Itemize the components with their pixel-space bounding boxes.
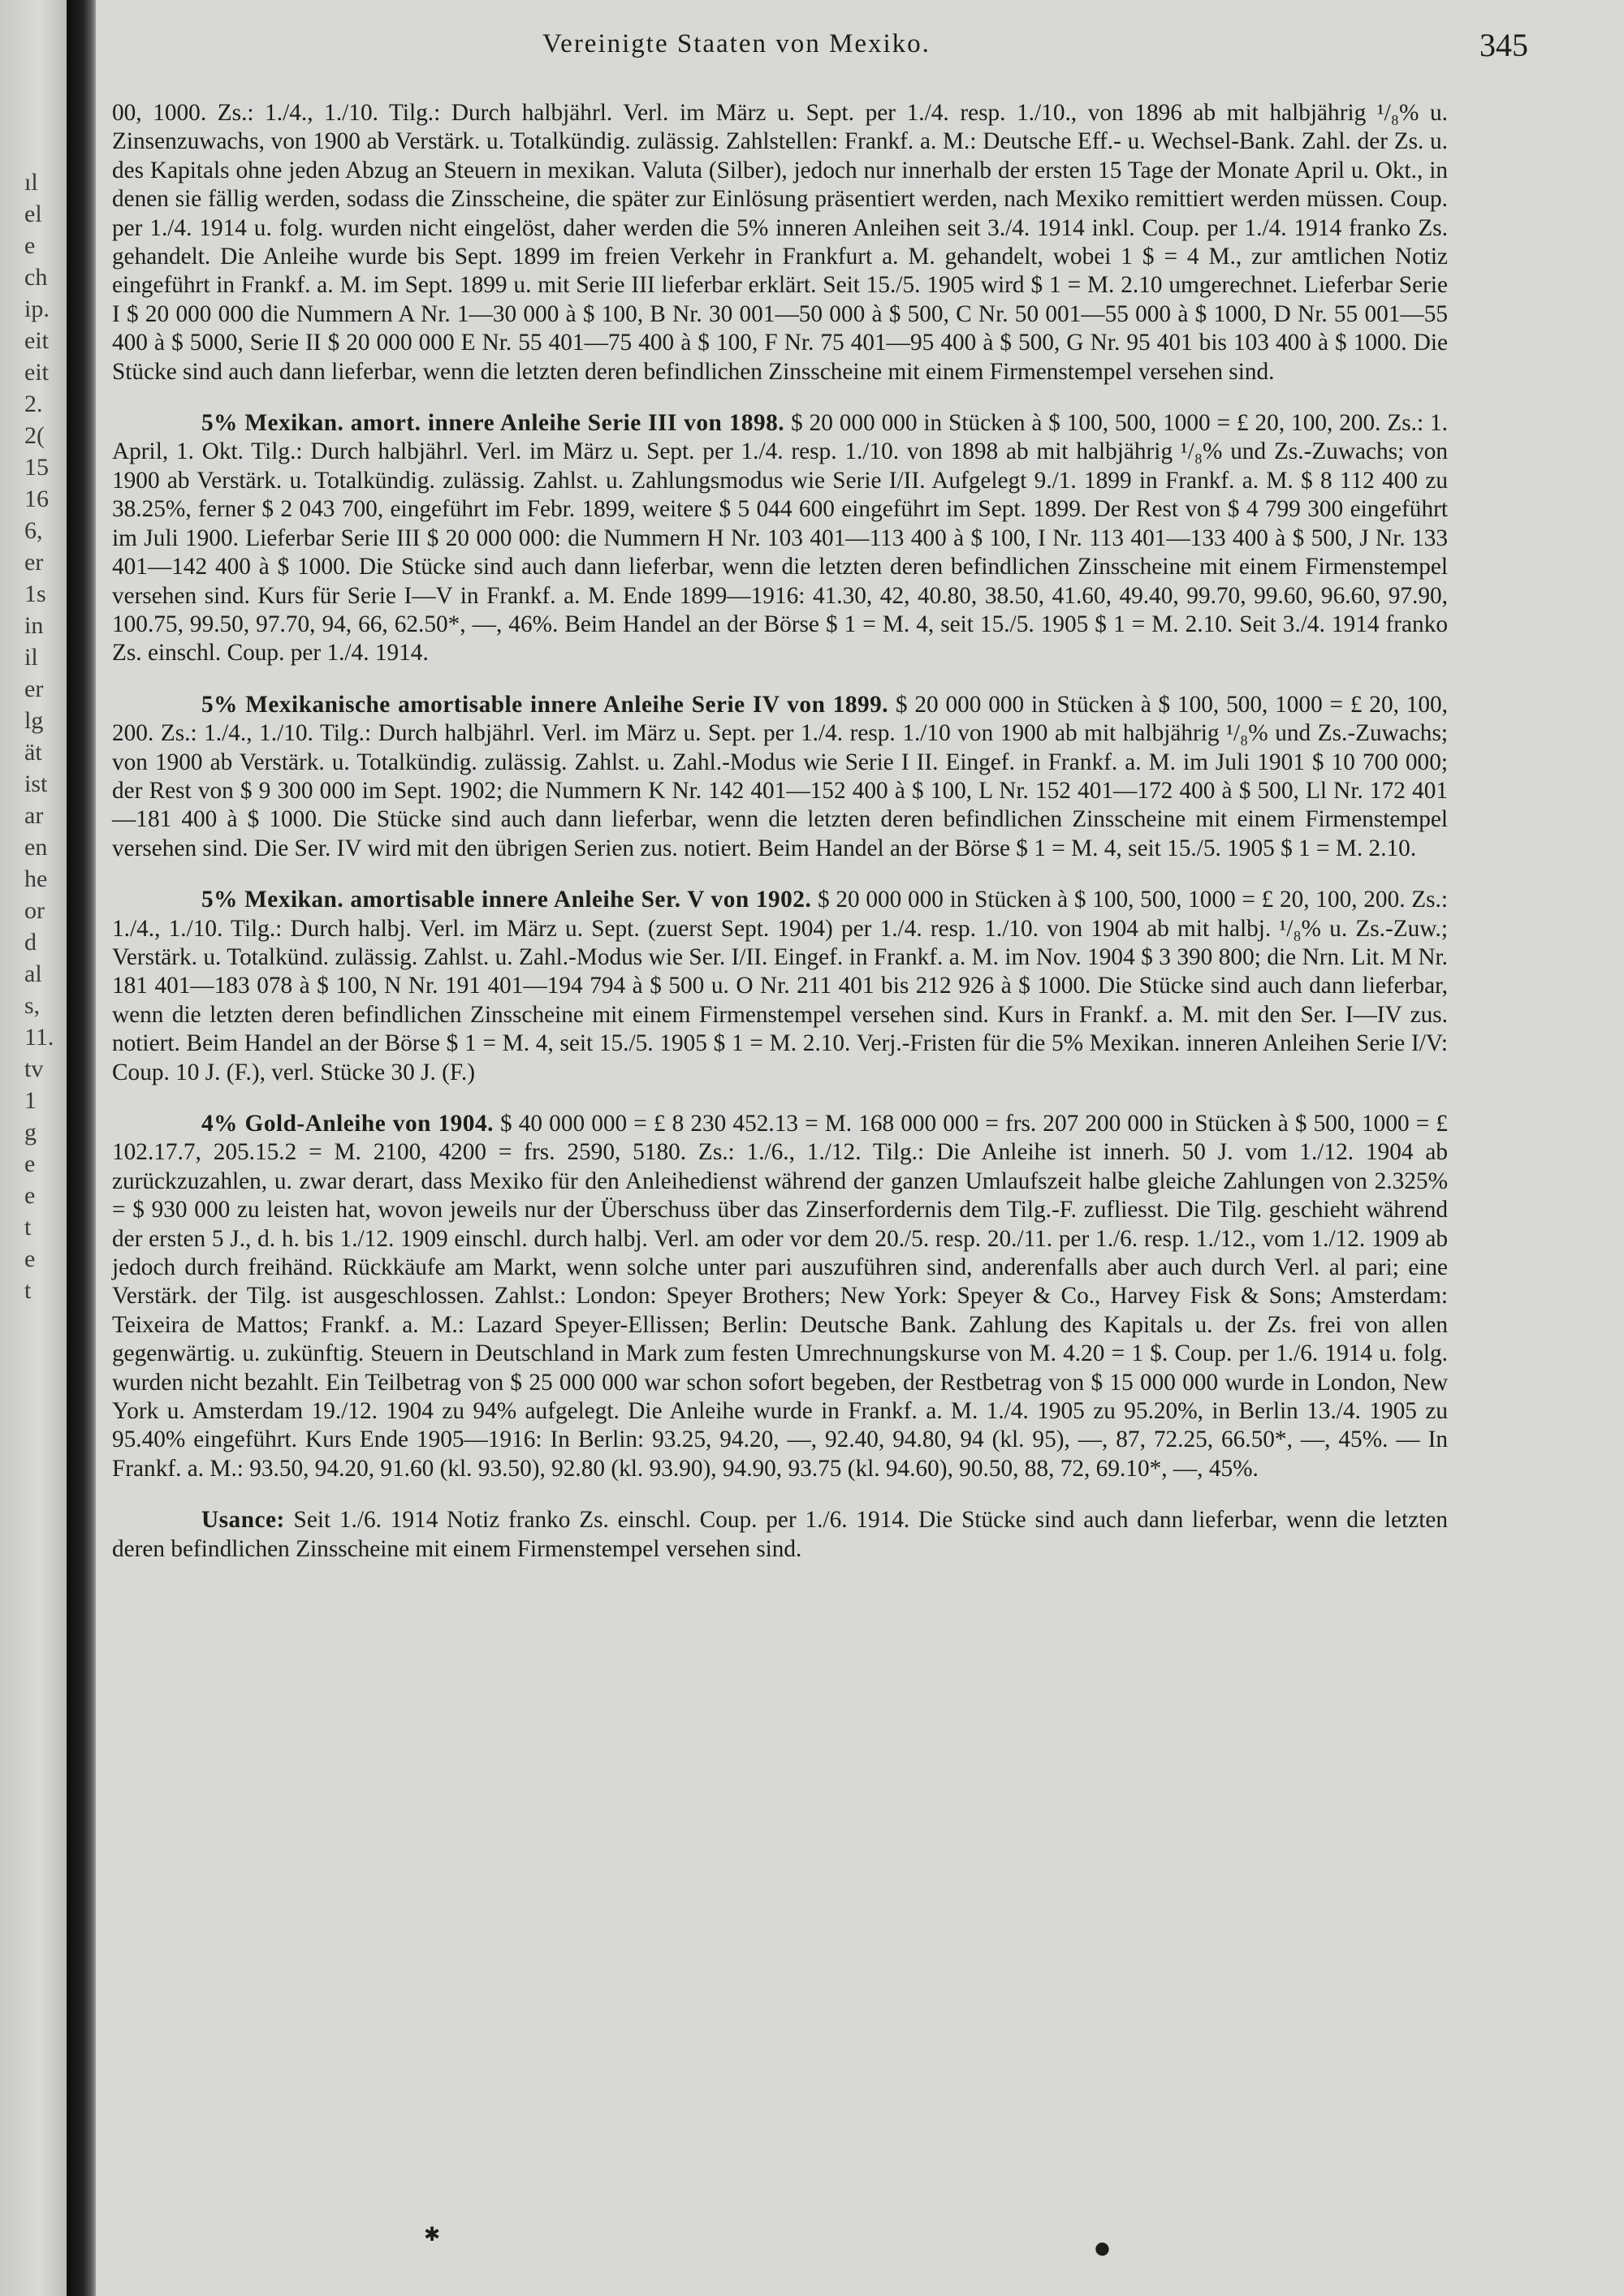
previous-page-fragment: ip. <box>24 296 50 322</box>
previous-page-fragment: e <box>24 232 36 259</box>
previous-page-fragment: d <box>24 929 37 956</box>
print-speck-mark: ✱ <box>424 2225 441 2246</box>
entry-heading: 5% Mexikanische amortisable innere Anleihe Serie IV von 1899. <box>201 691 889 718</box>
previous-page-fragment: ist <box>24 770 48 797</box>
page-header <box>96 29 1624 70</box>
previous-page-fragment: ar <box>24 802 44 829</box>
previous-page-fragment: 16 <box>24 486 49 512</box>
previous-page-fragment: il <box>24 644 38 671</box>
ink-blot-mark: ● <box>1093 2231 1112 2265</box>
previous-page-fragment: in <box>24 612 44 639</box>
previous-page-fragment: or <box>24 897 45 924</box>
entry-serie-iii <box>112 409 1448 668</box>
previous-page-fragment: eit <box>24 327 49 354</box>
entry-serie-iv <box>112 691 1448 863</box>
previous-page-fragment: ıl <box>24 169 38 196</box>
previous-page-fragment: 6, <box>24 517 43 544</box>
previous-page-fragment: 1s <box>24 580 46 607</box>
previous-page-fragment: e <box>24 1150 36 1177</box>
entry-heading: 4% Gold-Anleihe von 1904. <box>201 1111 494 1137</box>
previous-page-fragment: 15 <box>24 454 49 481</box>
entry-text: $ 20 000 000 in Stücken à $ 100, 500, 1000 = £ 20, 100, 200. Zs.: 1./4., 1./10. Tilg.: Durch halbj. Verl. im März u. Sept. (zuerst Sept. 1904) per 1./4. resp. 1./10. von 1904 ab mit halbj. ¹/₈% u. Zs.-Zuw.; Verstärk. u. Totalkünd. zulässig. Zahlst. u. Zahl.-Modus wie Ser. I/II. Eingef. in Frankf. a. M. im Nov. 1904 $ 3 390 800; die Nrn. Lit. M Nr. 181 401—183 078 à $ 100, N Nr. 191 401—194 794 à $ 500 u. O Nr. 211 401 bis 212 926 à $ 1000. Die Stücke sind auch dann lieferbar, wenn die letzten deren befindlichen Zinsscheine mit einem Firmenstempel versehen sind. Kurs in Frankf. a. M. mit den Ser. I—IV zus. notiert. Beim Handel an der Börse $ 1 = M. 4, seit 15./5. 1905 $ 1 = M. 2.10. Verj.-Fristen für die 5% Mexikan. inneren Anleihen Serie I/V: Coup. 10 J. (F.), verl. Stücke 30 J. (F.) <box>112 887 1449 1085</box>
usance-text: Seit 1./6. 1914 Notiz franko Zs. einschl. Coup. per 1./6. 1914. Die Stücke sind auch dann lieferbar, wenn die letzten deren befindlichen Zinsscheine mit einem Firmenstempel versehen sind. <box>112 1507 1448 1562</box>
entry-heading: 5% Mexikan. amort. innere Anleihe Serie III von 1898. <box>201 410 785 437</box>
previous-page-fragment: g <box>24 1119 37 1146</box>
previous-page-fragment: el <box>24 201 42 227</box>
previous-page-fragment: 11. <box>24 1024 54 1051</box>
entry-text: $ 20 000 000 in Stücken à $ 100, 500, 1000 = £ 20, 100, 200. Zs.: 1. April, 1. Okt. Tilg.: Durch halbjährl. Verl. im März u. Sept. per 1./4. resp. 1./10. von 1898 ab mit halbjährig ¹/₈% und Zs.-Zuwachs; von 1900 ab Verstärk. u. Totalkündig. zulässig. Zahlst. u. Zahlungsmodus wie Serie I/II. Aufgelegt 9./1. 1899 in Frankf. a. M. $ 8 112 400 zu 38.25%, ferner $ 2 043 700, eingeführt im Febr. 1899, weitere $ 5 044 600 eingeführt im Sept. 1899. Der Rest von $ 4 799 300 eingeführt im Juli 1900. Lieferbar Serie III $ 20 000 000: die Nummern H Nr. 103 401—113 400 à $ 100, I Nr. 113 401—133 400 à $ 500, J Nr. 133 401—142 400 à $ 1000. Die Stücke sind auch dann lieferbar, wenn die letzten deren befindlichen Zinsscheine mit einem Firmenstempel versehen sind. Kurs für Serie I—V in Frankf. a. M. Ende 1899—1916: 41.30, 42, 40.80, 38.50, 41.60, 49.40, 99.70, 99.60, 96.60, 97.90, 100.75, 99.50, 97.70, 94, 66, 62.50*, —, 46%. Beim Handel an der Börse $ 1 = M. 4, seit 15./5. 1905 $ 1 = M. 2.10. Seit 3./4. 1914 franko Zs. einschl. Coup. per 1./4. 1914. <box>112 410 1448 667</box>
entry-heading: 5% Mexikan. amortisable innere Anleihe Ser. V von 1902. <box>201 887 812 913</box>
previous-page-fragment: 2( <box>24 422 45 449</box>
entry-serie-v <box>112 886 1448 1087</box>
previous-page-fragment: ät <box>24 739 42 766</box>
page-number: 345 <box>1479 27 1528 63</box>
usance-note <box>112 1506 1448 1564</box>
page-body <box>112 99 1448 1564</box>
previous-page-fragment: 2. <box>24 391 43 417</box>
previous-page-fragment: he <box>24 865 48 892</box>
paragraph-continuation <box>112 99 1448 386</box>
previous-page-fragment: en <box>24 834 48 861</box>
previous-page-fragment: tv <box>24 1055 44 1082</box>
paragraph-text: 00, 1000. Zs.: 1./4., 1./10. Tilg.: Durch halbjährl. Verl. im März u. Sept. per 1./4. resp. 1./10., von 1896 ab mit halbjährig ¹/₈% u. Zinsenzuwachs, von 1900 ab Verstärk. u. Totalkündig. zulässig. Zahlstellen: Frankf. a. M.: Deutsche Eff.- u. Wechsel-Bank. Zahl. der Zs. u. des Kapitals ohne jeden Abzug an Steuern in mexikan. Valuta (Silber), jedoch nur innerhalb der ersten 15 Tage der Monate April u. Okt., in denen sie fällig werden, sodass die Zinsscheine, die später zur Einlösung präsentiert werden, nach Mexiko remittiert werden müssen. Coup. per 1./4. 1914 u. folg. wurden nicht eingelöst, daher werden die 5% inneren Anleihen seit 3./4. 1914 inkl. Coup. per 1./4. 1914 franko Zs. gehandelt. Die Anleihe wurde bis Sept. 1899 im freien Verkehr in Frankfurt a. M. gehandelt, wobei 1 $ = 4 M., zur amtlichen Notiz eingeführt in Frankf. a. M. im Sept. 1899 u. mit Serie III lieferbar erklärt. Seit 15./5. 1905 wird $ 1 = M. 2.10 umgerechnet. Lieferbar Serie I $ 20 000 000 die Nummern A Nr. 1—30 000 à $ 100, B Nr. 30 001—50 000 à $ 500, C Nr. 50 001—55 000 à $ 1000, D Nr. 55 001—55 400 à $ 5000, Serie II $ 20 000 000 E Nr. 55 401—75 400 à $ 100, F Nr. 75 401—95 400 à $ 500, G Nr. 95 401 bis 103 400 à $ 1000. Die Stücke sind auch dann lieferbar, wenn die letzten deren befindlichen Zinsscheine mit einem Firmenstempel versehen sind. <box>112 100 1448 385</box>
previous-page-fragment: al <box>24 960 42 987</box>
previous-page-fragment: t <box>24 1277 32 1304</box>
previous-page-fragment: s, <box>24 992 41 1019</box>
previous-page-fragment: e <box>24 1245 36 1272</box>
usance-heading: Usance: <box>201 1507 285 1534</box>
previous-page-fragment: er <box>24 549 44 576</box>
previous-page-fragment: ch <box>24 264 48 291</box>
entry-text: $ 40 000 000 = £ 8 230 452.13 = M. 168 000 000 = frs. 207 200 000 in Stücken à $ 500, 1000 = £ 102.17.7, 205.15.2 = M. 2100, 4200 = frs. 2590, 5180. Zs.: 1./6., 1./12. Tilg.: Die Anleihe ist innerh. 50 J. vom 1./12. 1904 ab zurückzuzahlen, u. zwar derart, dass Mexiko für den Anleihedienst während der ganzen Umlaufszeit halbe gleiche Zahlungen von 2.325% = $ 930 000 zu leisten hat, wovon jeweils nur der Überschuss über das Zinserfordernis dem Tilg.-F. zufliesst. Die Tilg. geschieht während der ersten 5 J., d. h. bis 1./12. 1909 einschl. durch halbj. Verl. am oder vor dem 20./5. resp. 20./11. per 1./6. resp. 1./12., vom 1./12. 1909 ab jedoch durch freihänd. Rückkäufe am Markt, wenn solche unter pari auszuführen sind, anderenfalls aber auch durch Verl. al pari; eine Verstärk. der Tilg. ist ausgeschlossen. Zahlst.: London: Speyer Brothers; New York: Speyer & Co., Harvey Fisk & Sons; Amsterdam: Teixeira de Mattos; Frankf. a. M.: Lazard Speyer-Ellissen; Berlin: Deutsche Bank. Zahlung des Kapitals u. der Zs. frei von allen gegenwärtig. u. zukünftig. Steuern in Deutschland in Mark zum festen Umrechnungskurse von M. 4.20 = 1 $. Coup. per 1./6. 1914 u. folg. wurden nicht bezahlt. Ein Teilbetrag von $ 25 000 000 war schon sofort begeben, der Restbetrag von $ 15 000 000 wurde in London, New York u. Amsterdam 19./12. 1904 zu 94% aufgelegt. Die Anleihe wurde in Frankf. a. M. 1./4. 1905 zu 95.20%, in Berlin 13./4. 1905 zu 95.40% eingeführt. Kurs Ende 1905—1916: In Berlin: 93.25, 94.20, —, 92.40, 94.80, 94 (kl. 95), —, 87, 72.25, 66.50*, —, 45%. — In Frankf. a. M.: 93.50, 94.20, 91.60 (kl. 93.50), 92.80 (kl. 93.90), 94.90, 93.75 (kl. 94.60), 90.50, 88, 72, 69.10*, —, 45%. <box>112 1111 1448 1482</box>
running-title: Vereinigte Staaten von Mexiko. <box>542 29 931 58</box>
previous-page-fragment: e <box>24 1182 36 1209</box>
previous-page-fragment: 1 <box>24 1087 37 1114</box>
entry-text: $ 20 000 000 in Stücken à $ 100, 500, 1000 = £ 20, 100, 200. Zs.: 1./4., 1./10. Tilg.: Durch halbjährl. Verl. im März u. Sept. per 1./4. resp. 1./10 von 1900 ab mit halbjährig ¹/₈% und Zs.-Zuwachs; von 1900 ab Verstärk. u. Totalkündig. zulässig. Zahlst. u. Zahl.-Modus wie Serie I II. Eingef. in Frankf. a. M. im Juli 1901 $ 10 700 000; der Rest von $ 9 300 000 im Sept. 1902; die Nummern K Nr. 142 401—152 400 à $ 100, L Nr. 152 401—172 400 à $ 500, Ll Nr. 172 401—181 400 à $ 1000. Die Stücke sind auch dann lieferbar, wenn die letzten deren befindlichen Zinsscheine mit einem Firmenstempel versehen sind. Die Ser. IV wird mit den übrigen Serien zus. notiert. Beim Handel an der Börse $ 1 = M. 4, seit 15./5. 1905 $ 1 = M. 2.10. <box>112 691 1449 861</box>
previous-page-fragment: t <box>24 1214 32 1241</box>
entry-gold-anleihe <box>112 1110 1448 1483</box>
document-page <box>96 0 1624 2296</box>
book-spine-shadow <box>67 0 96 2296</box>
previous-page-fragment: er <box>24 675 44 702</box>
previous-page-fragment: lg <box>24 707 44 734</box>
previous-page-fragment: eit <box>24 359 49 386</box>
previous-page-edge <box>0 0 67 2296</box>
